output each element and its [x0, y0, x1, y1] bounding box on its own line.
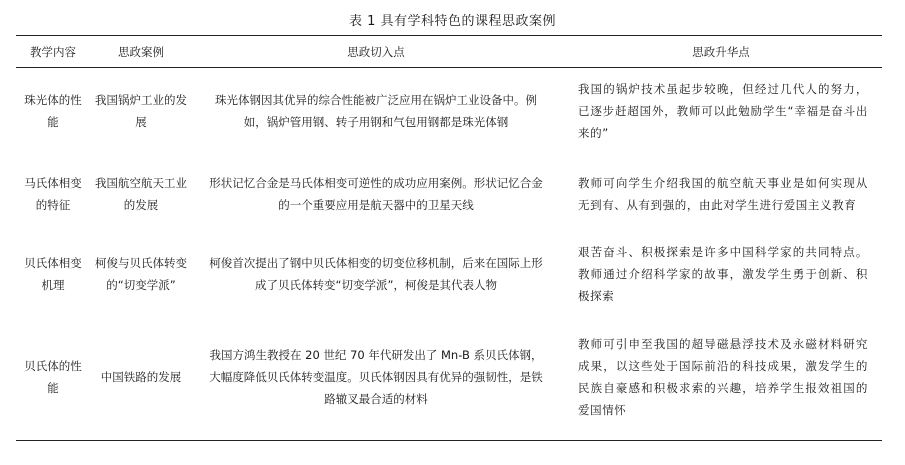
cell-topic: 珠光体的性能	[24, 92, 82, 129]
cell-topic: 贝氏体的性能	[16, 313, 90, 441]
header-row	[16, 36, 882, 68]
cell-entry-point: 形状记忆合金是马氏体相变可逆性的成功应用案例。形状记忆合金的一个重要应用是航天器中的卫星天线	[209, 175, 543, 212]
case-table	[16, 35, 882, 441]
header-sublimation-point: 思政升华点	[560, 36, 882, 68]
cell-case: 柯俊与贝氏体转变的“切变学派”	[95, 255, 187, 292]
table-body	[16, 68, 882, 441]
table-row	[16, 68, 882, 154]
cell-entry-point: 我国方鸿生教授在 20 世纪 70 年代研发出了 Mn-B 系贝氏体钢，大幅度降低贝氏体转变温度。贝氏体钢因具有优异的强韧性，是铁路辙叉最合适的材料	[192, 313, 560, 441]
cell-case: 我国锅炉工业的发展	[95, 92, 187, 129]
table-row	[16, 313, 882, 441]
cell-topic: 贝氏体相变机理	[24, 255, 82, 292]
cell-sublimation: 教师可引申至我国的超导磁悬浮技术及永磁材料研究成果，以这些处于国际前沿的科技成果，激发学生的民族自豪感和积极求索的兴趣，培养学生报效祖国的爱国情怀	[560, 313, 882, 441]
cell-topic: 马氏体相变的特征	[24, 175, 82, 212]
header-entry-point: 思政切入点	[192, 36, 560, 68]
table-row	[16, 153, 882, 234]
header-teaching-content: 教学内容	[16, 36, 90, 68]
cell-sublimation: 教师可向学生介绍我国的航空航天事业是如何实现从无到有、从有到强的，由此对学生进行爱国主义教育	[578, 175, 868, 212]
cell-case: 中国铁路的发展	[90, 313, 192, 441]
cell-entry-point: 珠光体钢因其优异的综合性能被广泛应用在锅炉工业设备中。例如，锅炉管用钢、转子用钢和气包用钢都是珠光体钢	[215, 92, 537, 129]
table-caption: 表 1 具有学科特色的课程思政案例	[348, 14, 557, 29]
cell-entry-point: 柯俊首次提出了钢中贝氏体相变的切变位移机制，后来在国际上形成了贝氏体转变“切变学派”，柯俊是其代表人物	[209, 255, 543, 292]
cell-sublimation: 我国的锅炉技术虽起步较晚，但经过几代人的努力，已逐步赶超国外，教师可以此勉励学生“幸福是奋斗出来的”	[578, 81, 868, 140]
table-header	[16, 36, 882, 68]
table-row	[16, 234, 882, 313]
cell-sublimation: 艰苦奋斗、积极探索是许多中国科学家的共同特点。教师通过介绍科学家的故事，激发学生勇于创新、积极探索	[578, 244, 868, 303]
header-ideological-case: 思政案例	[90, 36, 192, 68]
cell-case: 我国航空航天工业的发展	[95, 175, 187, 212]
